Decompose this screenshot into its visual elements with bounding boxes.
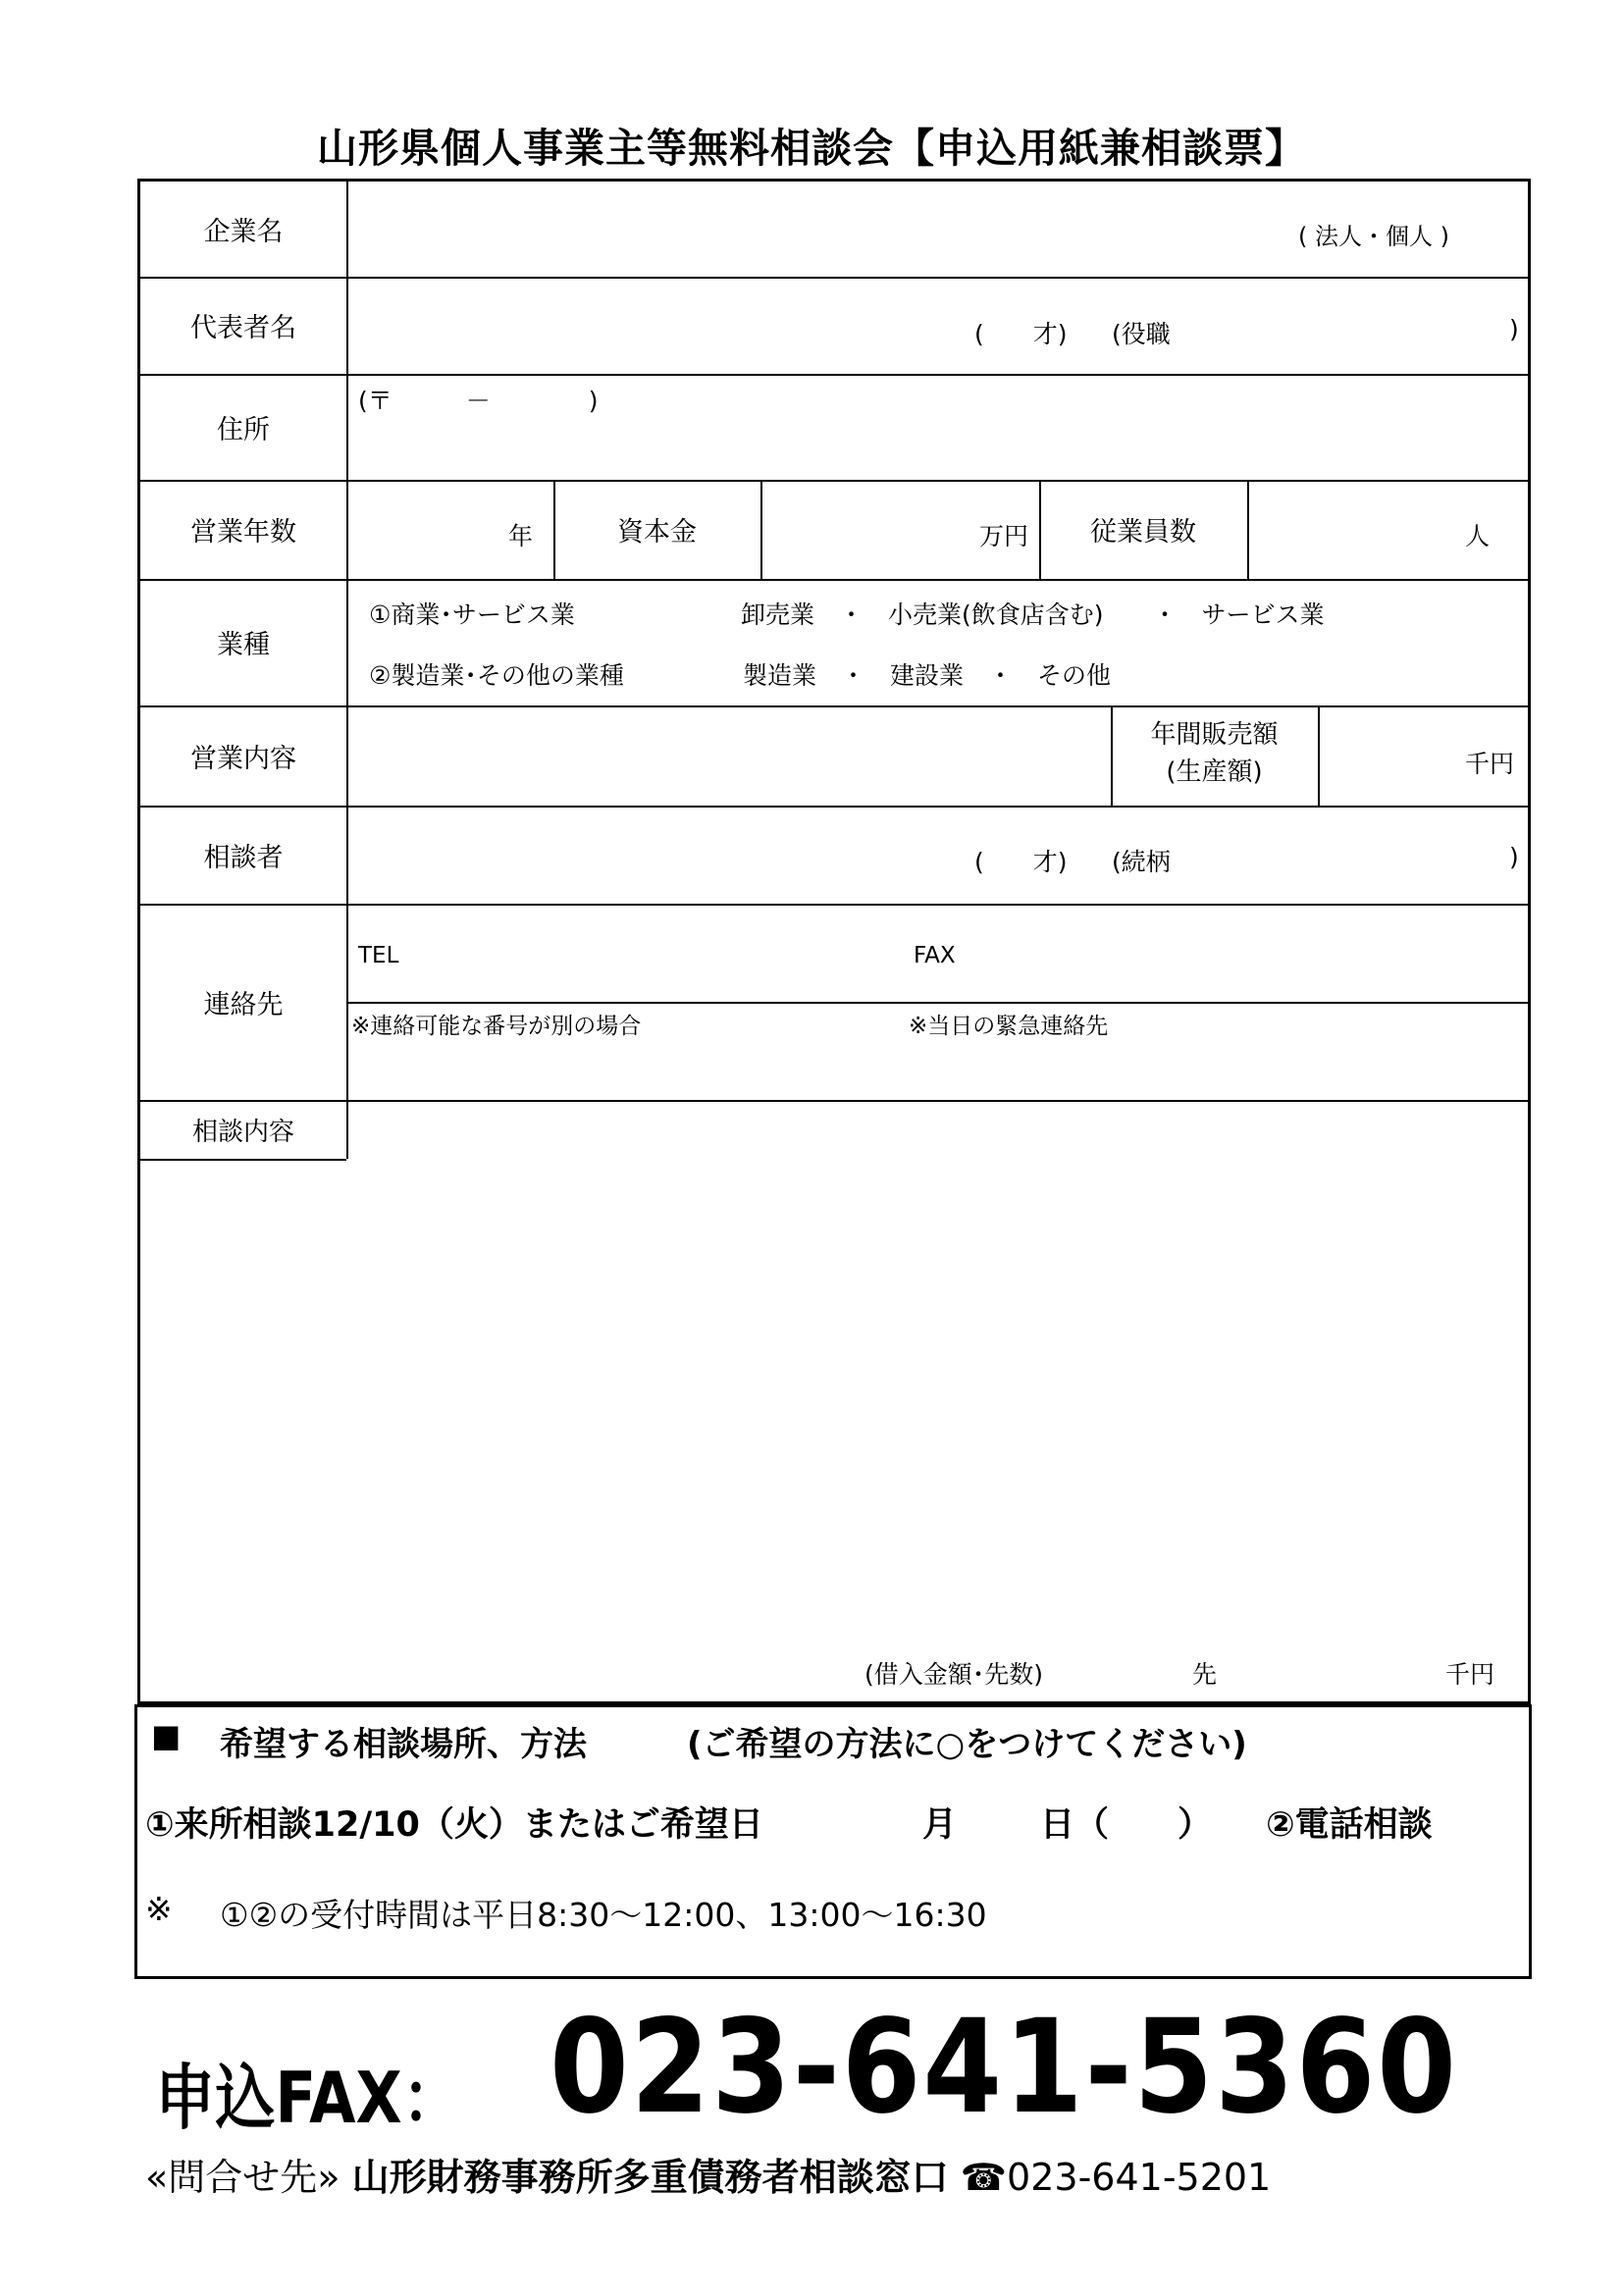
industry-manufacturing: ②製造業･その他の業種	[369, 661, 624, 690]
representative-age: ( 才)	[974, 320, 1068, 348]
industry-manufacturing-options: 製造業 ・ 建設業 ・ その他	[743, 661, 1112, 690]
fax-label: FAX	[914, 943, 956, 968]
tel-label: TEL	[358, 943, 399, 968]
company-type: ( 法人・個人 )	[1298, 223, 1449, 250]
company-name-label: 企業名	[203, 217, 284, 247]
sales-label-sub: (生産額)	[1166, 757, 1263, 787]
consultant-relation: (続柄	[1112, 848, 1171, 876]
employees-unit: 人	[1465, 522, 1491, 550]
employees-label: 従業員数	[1090, 517, 1196, 548]
inquiry-office: 山形財務事務所多重債務者相談窓口	[351, 2156, 949, 2199]
contact-label: 連絡先	[203, 989, 284, 1020]
capital-label: 資本金	[617, 517, 697, 548]
representative-role-close: )	[1509, 315, 1519, 343]
date-day: 日（ ）	[1040, 1805, 1213, 1845]
consultant-relation-close: )	[1509, 843, 1519, 871]
address-label: 住所	[217, 414, 270, 445]
page-title: 山形県個人事業主等無料相談会【申込用紙兼相談票】	[317, 125, 1306, 172]
heading-square-icon: ■	[151, 1717, 182, 1754]
industry-label: 業種	[217, 630, 270, 660]
address-zip: (〒 － )	[358, 387, 599, 415]
industry-commerce: ①商業･サービス業	[369, 600, 575, 629]
phone-icon: ☎	[960, 2156, 1008, 2199]
consultant-age: ( 才)	[974, 848, 1068, 876]
option-phone[interactable]: ②電話相談	[1266, 1805, 1433, 1845]
years-unit: 年	[508, 522, 534, 550]
sales-unit: 千円	[1465, 750, 1515, 778]
loan-amount-unit: 千円	[1445, 1660, 1495, 1689]
inquiry-phone[interactable]: 023-641-5201	[1007, 2156, 1272, 2199]
representative-role: (役職	[1112, 320, 1171, 348]
inquiry-line	[145, 2147, 1271, 2201]
sales-label: 年間販売額	[1150, 719, 1279, 750]
reception-hours-note: ①②の受付時間は平日8:30～12:00、13:00～16:30	[220, 1896, 987, 1934]
preference-heading: 希望する相談場所、方法	[220, 1725, 587, 1764]
consultant-label: 相談者	[203, 842, 284, 873]
application-form	[137, 179, 1531, 1704]
years-label: 営業年数	[190, 517, 296, 548]
business-label: 営業内容	[190, 743, 296, 774]
capital-unit: 万円	[979, 522, 1029, 550]
preference-box	[134, 1704, 1532, 1979]
note-mark: ※	[145, 1890, 173, 1928]
preference-heading-note: (ご希望の方法に○をつけてください)	[687, 1725, 1247, 1764]
inquiry-prefix: «問合せ先»	[145, 2156, 340, 2199]
alt-number-note: ※連絡可能な番号が別の場合	[351, 1014, 642, 1039]
consultation-content-label: 相談内容	[191, 1117, 294, 1147]
fax-number: 023-641-5360	[550, 1992, 1458, 2143]
emergency-contact-note: ※当日の緊急連絡先	[909, 1014, 1109, 1039]
representative-label: 代表者名	[190, 313, 296, 343]
fax-label-large: 申込FAX：	[155, 2057, 462, 2139]
loan-count-unit: 先	[1192, 1660, 1218, 1689]
option-visit[interactable]: ①来所相談12/10（火）またはご希望日	[145, 1805, 763, 1845]
industry-commerce-options: 卸売業 ・ 小売業(飲食店含む) ・ サービス業	[741, 600, 1325, 629]
loan-label: (借入金額･先数)	[864, 1660, 1044, 1689]
date-month: 月	[922, 1805, 958, 1845]
